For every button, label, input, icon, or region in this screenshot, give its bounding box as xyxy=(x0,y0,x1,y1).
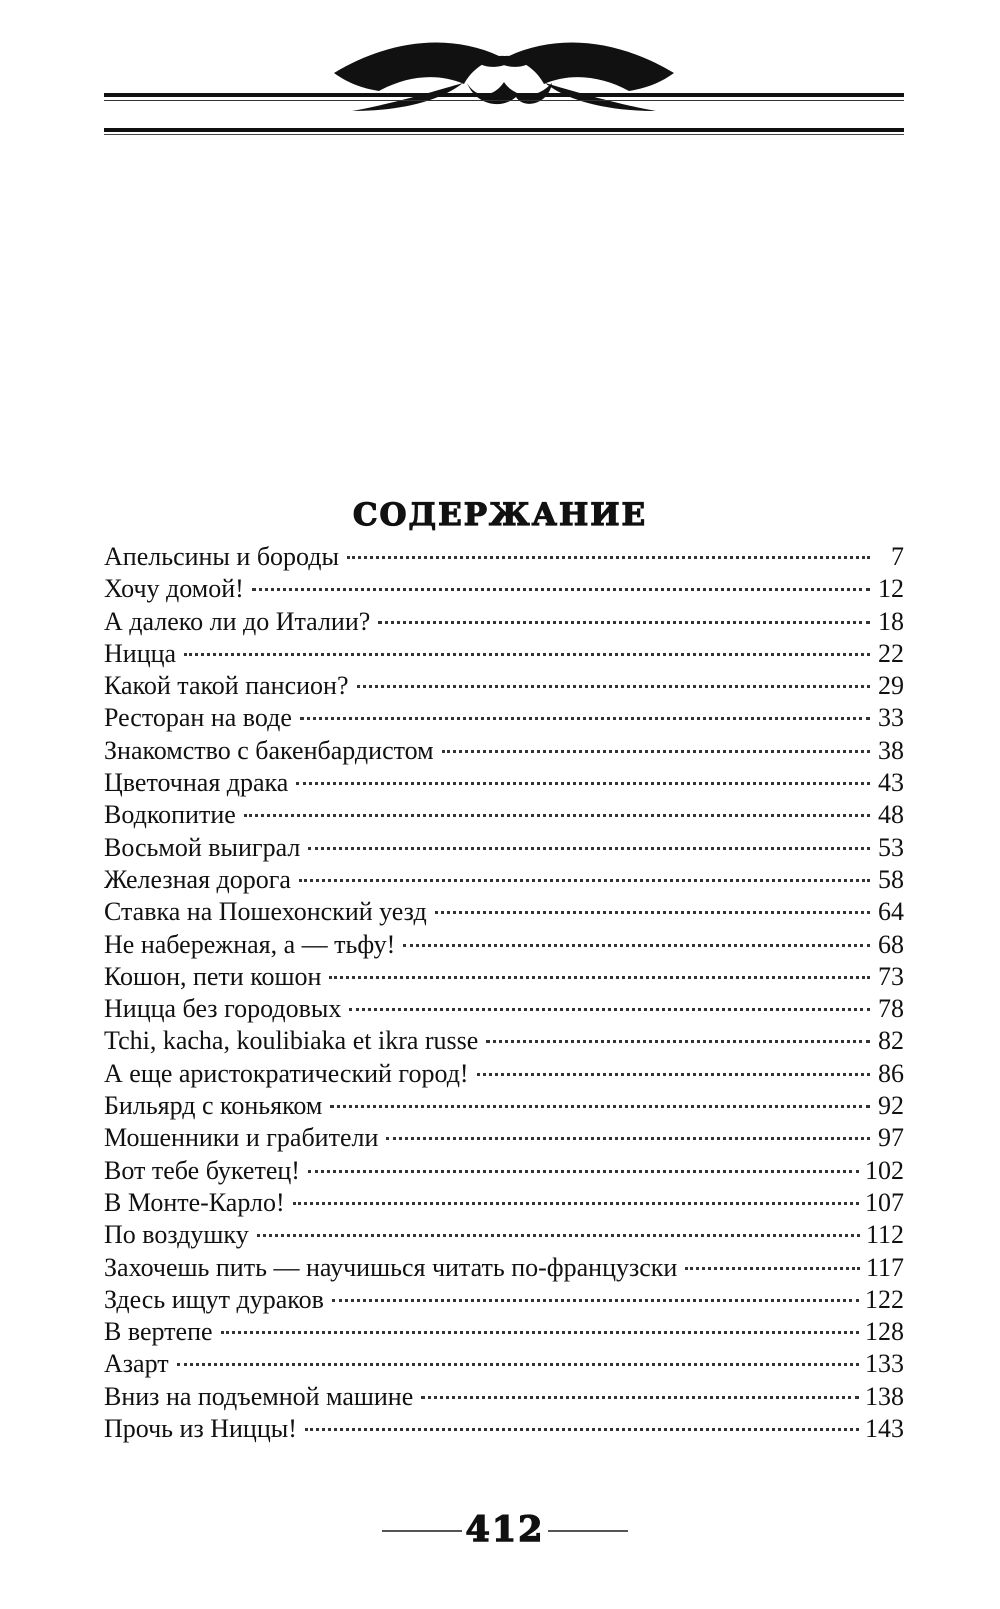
page-footer xyxy=(0,1506,1000,1556)
dot-leader xyxy=(300,716,870,720)
toc-page-number: 133 xyxy=(865,1349,904,1379)
toc-page-number: 82 xyxy=(878,1026,904,1056)
toc-page-number: 138 xyxy=(865,1381,904,1411)
toc-entry xyxy=(104,767,904,799)
toc-page-number: 64 xyxy=(878,897,904,927)
toc-entry-title: Цветочная драка xyxy=(104,767,292,799)
dot-leader xyxy=(293,1201,859,1205)
dot-leader xyxy=(486,1039,870,1043)
toc-entry-title: В Монте-Карло! xyxy=(104,1187,289,1219)
toc-page-number: 53 xyxy=(878,832,904,862)
toc-entry xyxy=(104,1025,904,1057)
toc-entry-title: Tchi, kacha, koulibiaka et ikra russe xyxy=(104,1025,482,1057)
dot-leader xyxy=(442,749,870,753)
toc-page-number: 102 xyxy=(865,1155,904,1185)
dot-leader xyxy=(421,1395,859,1399)
toc-entry-title: Вот тебе букетец! xyxy=(104,1155,304,1187)
dot-leader xyxy=(386,1136,870,1140)
toc-page-number: 48 xyxy=(878,800,904,830)
toc-page-number: 128 xyxy=(865,1317,904,1347)
toc-page-number: 29 xyxy=(878,671,904,701)
toc-page-number: 33 xyxy=(878,703,904,733)
dot-leader xyxy=(184,652,870,656)
toc-entry xyxy=(104,1219,904,1251)
toc-entry-title: А еще аристократический город! xyxy=(104,1058,473,1090)
toc-entry xyxy=(104,541,904,573)
dot-leader xyxy=(177,1362,859,1366)
toc-entry-title: Кошон, пети кошон xyxy=(104,961,325,993)
dot-leader xyxy=(221,1330,859,1334)
toc-entry-title: Апельсины и бороды xyxy=(104,541,343,573)
toc-entry xyxy=(104,1090,904,1122)
toc-entry xyxy=(104,993,904,1025)
toc-entry xyxy=(104,1284,904,1316)
toc-entry-title: Какой такой пансион? xyxy=(104,670,353,702)
toc-page-number: 117 xyxy=(865,1252,904,1282)
toc-entry-title: Прочь из Ниццы! xyxy=(104,1413,301,1445)
toc-entry xyxy=(104,929,904,961)
toc-entry-title: Вниз на подъемной машине xyxy=(104,1381,417,1413)
dot-leader xyxy=(308,846,870,850)
toc-page-number: 122 xyxy=(865,1284,904,1314)
toc-entry-title: Знакомство с бакенбардистом xyxy=(104,735,438,767)
toc-entry xyxy=(104,896,904,928)
toc-entry-title: Бильярд с коньяком xyxy=(104,1090,326,1122)
toc-entry xyxy=(104,799,904,831)
footer-rule-left xyxy=(382,1530,462,1532)
toc-page-number: 22 xyxy=(878,638,904,668)
dot-leader xyxy=(332,1298,859,1302)
dot-leader xyxy=(329,975,870,979)
toc-entry xyxy=(104,1413,904,1445)
toc-entry xyxy=(104,1187,904,1219)
toc-entry-title: Ресторан на воде xyxy=(104,702,296,734)
toc-entry xyxy=(104,864,904,896)
toc-entry-title: А далеко ли до Италии? xyxy=(104,606,374,638)
toc-entry xyxy=(104,1155,904,1187)
toc-entry-title: Ставка на Пошехонский уезд xyxy=(104,896,431,928)
toc-entry-title: Азарт xyxy=(104,1348,173,1380)
toc-page-number: 68 xyxy=(878,929,904,959)
toc-page-number: 18 xyxy=(878,606,904,636)
page-number: 412 xyxy=(465,1509,545,1550)
toc-page-number: 143 xyxy=(865,1414,904,1444)
toc-page-number: 7 xyxy=(891,542,904,571)
toc-entry xyxy=(104,638,904,670)
dot-leader xyxy=(308,1169,859,1173)
toc-entry xyxy=(104,1252,904,1284)
toc-entry xyxy=(104,1122,904,1154)
toc-entry-title: Не набережная, а — тьфу! xyxy=(104,929,399,961)
dot-leader xyxy=(357,684,871,688)
toc-entry-title: Здесь ищут дураков xyxy=(104,1284,328,1316)
toc-entry-title: Восьмой выиграл xyxy=(104,832,304,864)
toc-page-number: 97 xyxy=(878,1123,904,1153)
toc-entry-title: По воздушку xyxy=(104,1219,253,1251)
decorative-scroll-ornament-icon xyxy=(104,28,904,146)
toc-page-number: 38 xyxy=(878,735,904,765)
dot-leader xyxy=(244,813,870,817)
toc-page-number: 86 xyxy=(878,1058,904,1088)
dot-leader xyxy=(435,910,870,914)
toc-entry xyxy=(104,573,904,605)
toc-page-number: 12 xyxy=(878,574,904,604)
header-ornament xyxy=(104,28,904,146)
toc-entry xyxy=(104,735,904,767)
dot-leader xyxy=(349,1007,870,1011)
toc-page-number: 107 xyxy=(865,1187,904,1217)
toc-entry xyxy=(104,1348,904,1380)
toc-entry-title: Ницца без городовых xyxy=(104,993,345,1025)
toc-page-number: 43 xyxy=(878,768,904,798)
toc-entry xyxy=(104,1381,904,1413)
toc-entry xyxy=(104,961,904,993)
dot-leader xyxy=(477,1072,870,1076)
toc-entry xyxy=(104,702,904,734)
dot-leader xyxy=(403,943,870,947)
toc-page-number: 78 xyxy=(878,994,904,1024)
toc-entry xyxy=(104,832,904,864)
dot-leader xyxy=(685,1266,860,1270)
dot-leader xyxy=(305,1427,859,1431)
toc-entry-title: Захочешь пить — научишься читать по-французски xyxy=(104,1252,681,1284)
dot-leader xyxy=(296,781,870,785)
toc-entry xyxy=(104,670,904,702)
toc-page-number: 92 xyxy=(878,1091,904,1121)
footer-rule-right xyxy=(548,1530,628,1532)
toc-entry xyxy=(104,1058,904,1090)
toc-entry-title: Хочу домой! xyxy=(104,573,248,605)
toc-entry-title: Железная дорога xyxy=(104,864,295,896)
dot-leader xyxy=(330,1104,870,1108)
toc-page-number: 73 xyxy=(878,961,904,991)
toc-entry-title: В вертепе xyxy=(104,1316,217,1348)
toc-entry xyxy=(104,606,904,638)
dot-leader xyxy=(347,555,870,559)
dot-leader xyxy=(299,878,870,882)
toc-page-number: 112 xyxy=(865,1220,904,1250)
table-of-contents xyxy=(104,541,904,1445)
dot-leader xyxy=(252,587,870,591)
toc-page-number: 58 xyxy=(878,864,904,894)
toc-entry-title: Водкопитие xyxy=(104,799,240,831)
page-title: СОДЕРЖАНИЕ xyxy=(352,496,648,533)
toc-entry xyxy=(104,1316,904,1348)
dot-leader xyxy=(378,620,870,624)
toc-entry-title: Мошенники и грабители xyxy=(104,1122,382,1154)
toc-entry-title: Ницца xyxy=(104,638,180,670)
dot-leader xyxy=(257,1233,860,1237)
